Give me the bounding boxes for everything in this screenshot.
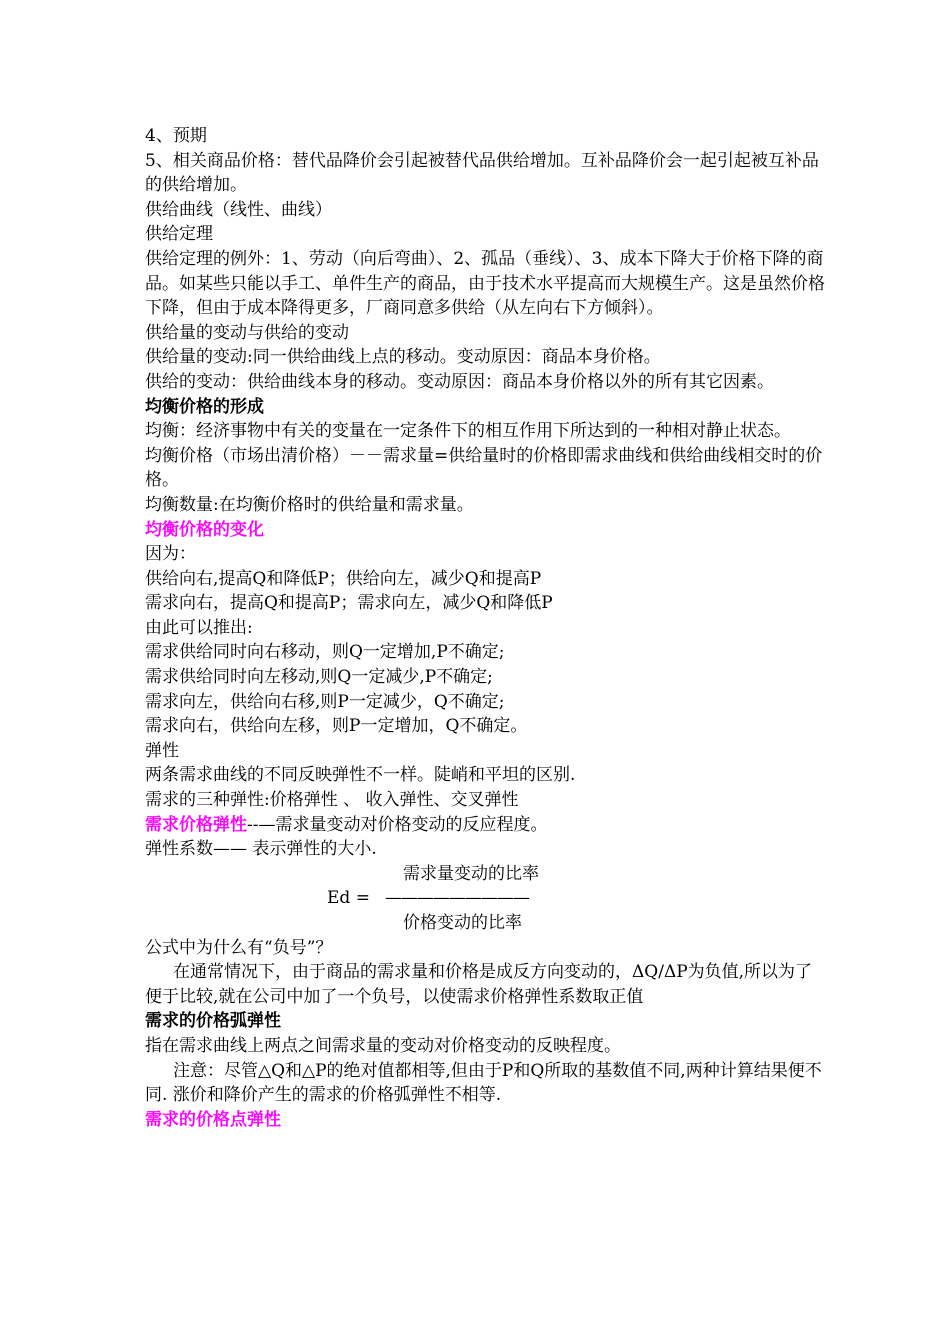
text-line: 供给向右,提高Q和降低P；供给向左，减少Q和提高P [145, 568, 542, 589]
text-line: 需求的三种弹性:价格弹性 、 收入弹性、交叉弹性 [145, 790, 519, 811]
formula-lhs: Ed = [327, 888, 370, 909]
text-line: 弹性系数—— 表示弹性的大小. [145, 839, 377, 860]
text-paragraph: 均衡：经济事物中有关的变量在一定条件下的相互作用下所达到的一种相对静止状态。 [145, 421, 791, 442]
text-line: 两条需求曲线的不同反映弹性不一样。陡峭和平坦的区别. [145, 765, 576, 786]
text-paragraph: 均衡价格（市场出清价格）－－需求量=供给量时的价格即需求曲线和供给曲线相交时的价格。 [145, 445, 823, 491]
formula-numerator: 需求量变动的比率 [403, 863, 539, 884]
text-paragraph: 供给定理的例外：1、劳动（向后弯曲）、2、孤品（垂线）、3、成本下降大于价格下降的商品。如某些只能以手工、单件生产的商品，由于技术水平提高而大规模生产。这是虽然价格下降，但由于成本降得更多，厂商同意多供给（从左向右下方倾斜）。 [145, 248, 825, 319]
formula-denominator: 价格变动的比率 [403, 913, 522, 933]
definition-line [145, 813, 825, 838]
text-line: 指在需求曲线上两点之间需求量的变动对价格变动的反映程度。 [145, 1035, 621, 1056]
definition-text: --—需求量变动对价格变动的反应程度。 [247, 814, 548, 835]
text-line: 供给定理 [145, 224, 213, 245]
text-line: 由此可以推出: [145, 617, 253, 638]
section-heading-highlight: 均衡价格的变化 [145, 519, 264, 540]
text-line: 需求向右，提高Q和提高P；需求向左，减少Q和降低P [145, 593, 553, 614]
text-line: 公式中为什么有“负号”？ [145, 937, 333, 958]
text-line: 供给量的变动与供给的变动 [145, 322, 349, 343]
text-paragraph: 注意：尽管△Q和△P的绝对值都相等,但由于P和Q所取的基数值不同,两种计算结果便不同. 涨价和降价产生的需求的价格弧弹性不相等. [145, 1060, 822, 1106]
text-line: 弹性 [145, 740, 179, 761]
text-paragraph: 5、相关商品价格：替代品降价会引起被替代品供给增加。互补品降价会一起引起被互补品的供给增加。 [145, 150, 819, 196]
text-paragraph: 在通常情况下，由于商品的需求量和价格是成反方向变动的，ΔQ/ΔP为负值,所以为了便于比较,就在公司中加了一个负号，以使需求价格弹性系数取正值 [145, 962, 813, 1007]
text-line: 均衡数量:在均衡价格时的供给量和需求量。 [145, 494, 474, 515]
text-paragraph: 供给的变动：供给曲线本身的移动。变动原因：商品本身价格以外的所有其它因素。 [145, 371, 774, 392]
section-heading: 均衡价格的形成 [145, 396, 264, 417]
elasticity-formula [145, 862, 825, 936]
text-line: 4、预期 [145, 126, 207, 146]
text-line: 需求供给同时向右移动，则Q一定增加,P不确定; [145, 642, 505, 663]
document-page [145, 124, 825, 1132]
section-heading: 需求的价格弧弹性 [145, 1011, 281, 1032]
text-line: 供给量的变动:同一供给曲线上点的移动。变动原因：商品本身价格。 [145, 347, 661, 368]
text-line: 因为： [145, 544, 196, 565]
term-highlight: 需求价格弹性 [145, 814, 247, 835]
fraction-bar: ————————— [385, 888, 529, 909]
text-line: 需求供给同时向左移动,则Q一定减少,P不确定; [145, 667, 493, 688]
text-line: 需求向右，供给向左移，则P一定增加，Q不确定。 [145, 716, 528, 737]
text-line: 供给曲线（线性、曲线） [145, 199, 332, 220]
section-heading-highlight: 需求的价格点弹性 [145, 1109, 281, 1130]
text-line: 需求向左，供给向右移,则P一定减少，Q不确定; [145, 691, 505, 712]
